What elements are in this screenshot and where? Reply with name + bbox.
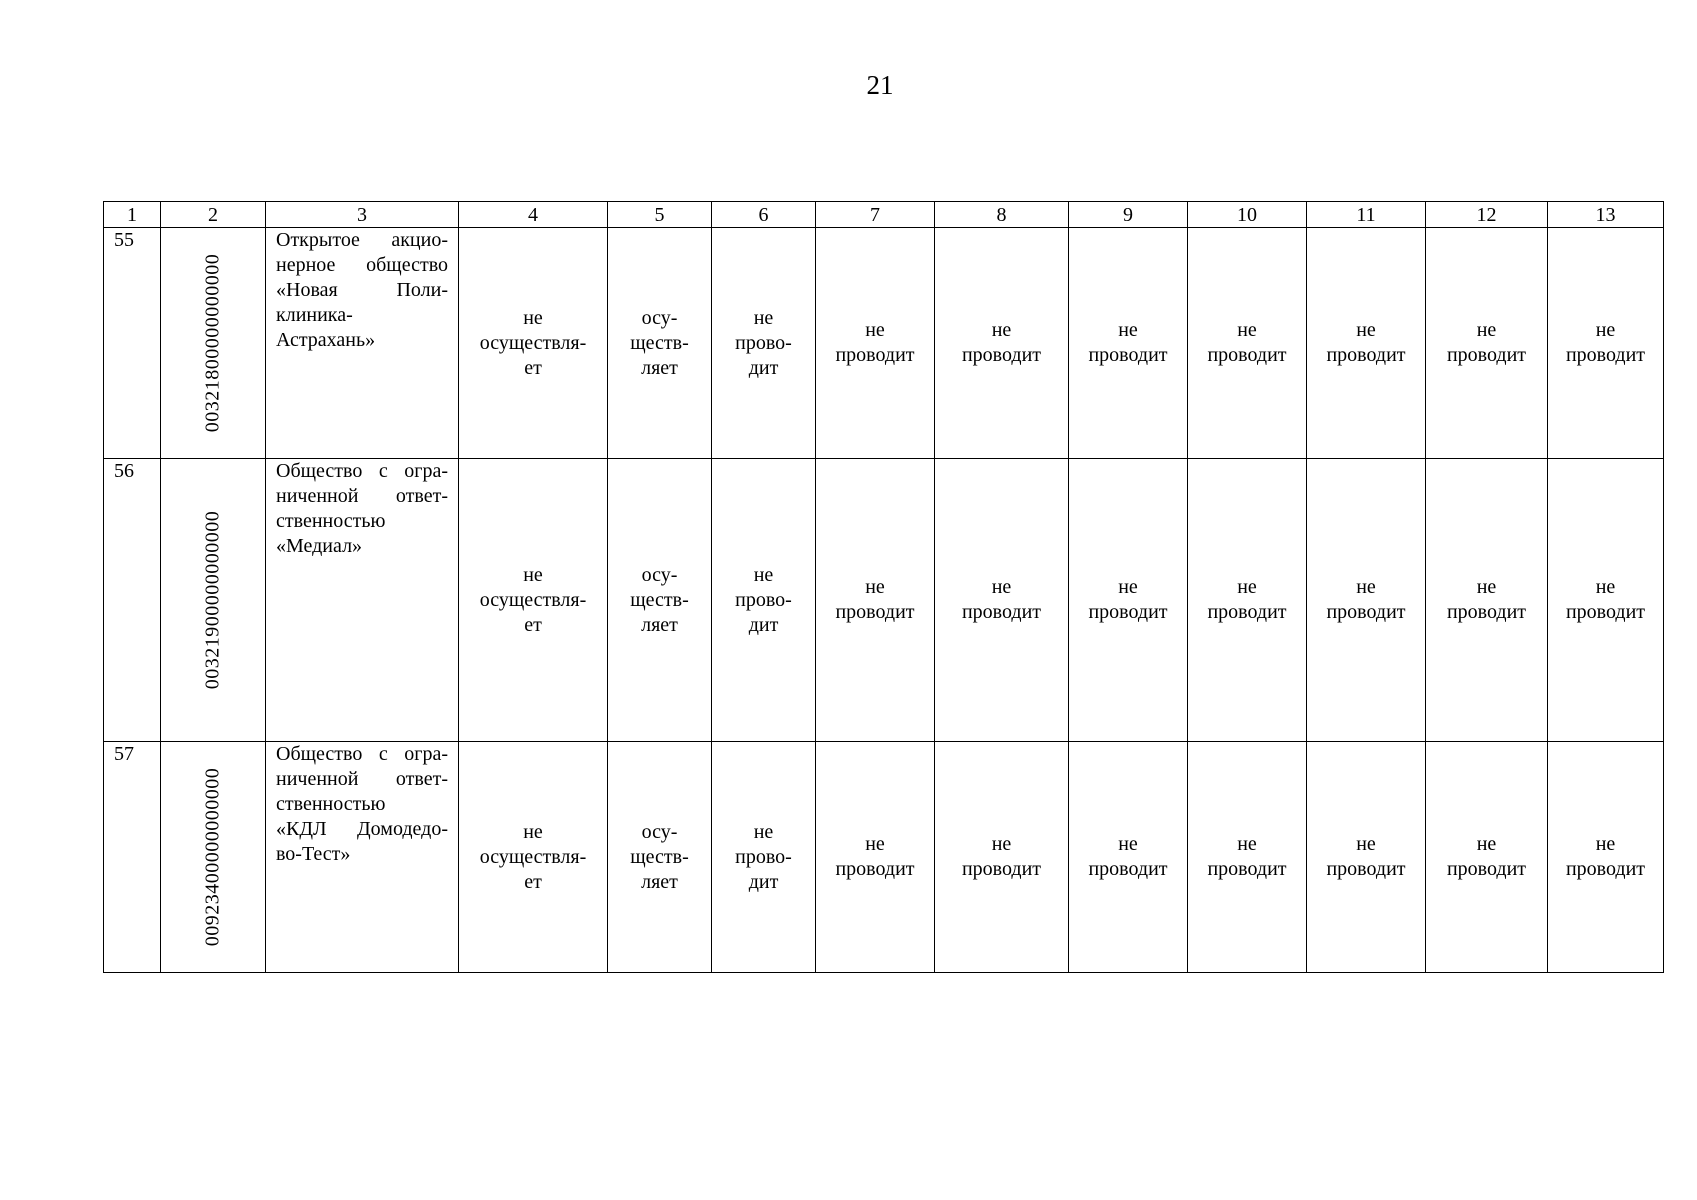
status-cell-col8 — [935, 228, 1069, 459]
column-header: 1 — [104, 202, 161, 228]
table-row — [104, 228, 1664, 459]
column-header: 6 — [712, 202, 816, 228]
status-text-line: проводит — [1446, 344, 1527, 366]
status-cell-col4 — [459, 742, 608, 973]
status-text-line: ществ- — [630, 845, 689, 868]
status-text-line: осу- — [641, 306, 678, 329]
organization-name-line: клиника- — [276, 304, 353, 326]
status-text-line: не — [865, 833, 885, 855]
column-header: 4 — [459, 202, 608, 228]
status-text-line: проводит — [1207, 601, 1287, 623]
status-text-line: не — [523, 306, 543, 329]
status-cell-col11 — [1307, 459, 1426, 742]
column-header: 11 — [1307, 202, 1426, 228]
status-text-line: проводит — [1446, 601, 1527, 623]
status-text-line: проводит — [1088, 858, 1168, 880]
status-cell-col13 — [1548, 228, 1664, 459]
status-text-line: ет — [524, 356, 542, 379]
status-cell-col8 — [935, 742, 1069, 973]
status-text-line: ляет — [641, 870, 678, 893]
column-header: 9 — [1069, 202, 1188, 228]
status-text-line: не — [1237, 319, 1257, 341]
status-text-line: осуществля- — [479, 845, 587, 868]
status-text-line: не — [991, 576, 1012, 598]
status-cell-col7 — [816, 228, 935, 459]
column-header: 7 — [816, 202, 935, 228]
organization-name — [266, 459, 459, 742]
registry-code: 00321900000000000 — [201, 510, 224, 690]
status-text-line: не — [1595, 576, 1616, 598]
column-header: 13 — [1548, 202, 1664, 228]
status-text-line: не — [753, 563, 774, 586]
status-cell-col12 — [1426, 742, 1548, 973]
status-cell-col7 — [816, 459, 935, 742]
status-text-line: ществ- — [630, 588, 689, 611]
registry-code-cell — [161, 459, 266, 742]
page-number: 21 — [866, 70, 894, 100]
status-cell-col8 — [935, 459, 1069, 742]
status-cell-col7 — [816, 742, 935, 973]
status-cell-col6 — [712, 742, 816, 973]
status-text-line: не — [1356, 319, 1376, 341]
status-text-line: проводит — [961, 858, 1042, 880]
status-text-line: не — [1118, 576, 1138, 598]
status-text-line: не — [1595, 833, 1616, 855]
registry-table — [103, 201, 1664, 973]
organization-name — [266, 228, 459, 459]
status-text-line: проводит — [1088, 344, 1168, 366]
row-number: 57 — [104, 742, 161, 973]
status-text-line: не — [523, 563, 543, 586]
status-text-line: проводит — [1207, 344, 1287, 366]
status-text-line: прово- — [735, 588, 792, 611]
status-cell-col11 — [1307, 742, 1426, 973]
status-text-line: не — [991, 319, 1012, 341]
organization-name — [266, 742, 459, 973]
status-text-line: ет — [524, 870, 542, 893]
column-header: 10 — [1188, 202, 1307, 228]
status-text-line: не — [1476, 319, 1497, 341]
organization-name-line: ственностью — [276, 793, 386, 815]
status-cell-col6 — [712, 459, 816, 742]
status-text-line: проводит — [1326, 344, 1406, 366]
status-cell-col9 — [1069, 742, 1188, 973]
status-text-line: не — [1356, 833, 1376, 855]
organization-name-line: Общество с огра- — [276, 743, 448, 765]
status-cell-col6 — [712, 228, 816, 459]
status-text-line: проводит — [1207, 858, 1287, 880]
status-text-line: проводит — [1446, 858, 1527, 880]
status-text-line: проводит — [1565, 601, 1646, 623]
status-cell-col12 — [1426, 228, 1548, 459]
organization-name-line: «Новая Поли- — [276, 279, 448, 301]
status-cell-col10 — [1188, 742, 1307, 973]
status-cell-col9 — [1069, 228, 1188, 459]
column-number-row — [104, 202, 1664, 228]
status-cell-col5 — [608, 459, 712, 742]
status-text-line: ет — [524, 613, 542, 636]
registry-code-cell — [161, 742, 266, 973]
status-text-line: ляет — [641, 613, 678, 636]
status-text-line: не — [753, 306, 774, 329]
status-cell-col9 — [1069, 459, 1188, 742]
status-text-line: ляет — [641, 356, 678, 379]
status-text-line: осу- — [641, 563, 678, 586]
status-cell-col13 — [1548, 742, 1664, 973]
status-text-line: проводит — [1565, 344, 1646, 366]
status-text-line: ществ- — [630, 331, 689, 354]
column-header: 3 — [266, 202, 459, 228]
status-cell-col11 — [1307, 228, 1426, 459]
status-text-line: не — [865, 576, 885, 598]
organization-name-line: во-Тест» — [276, 843, 351, 865]
organization-name-line: Астрахань» — [276, 329, 376, 351]
status-text-line: осуществля- — [479, 331, 587, 354]
status-text-line: не — [753, 820, 774, 843]
organization-name-line: «Медиал» — [276, 535, 363, 557]
column-header: 12 — [1426, 202, 1548, 228]
status-text-line: не — [1595, 319, 1616, 341]
status-text-line: проводит — [961, 601, 1042, 623]
column-header: 2 — [161, 202, 266, 228]
status-text-line: не — [1356, 576, 1376, 598]
registry-code: 00321800000000000 — [201, 253, 224, 433]
status-cell-col5 — [608, 742, 712, 973]
status-cell-col12 — [1426, 459, 1548, 742]
status-text-line: не — [1476, 576, 1497, 598]
column-header: 5 — [608, 202, 712, 228]
organization-name-line: Открытое акцио- — [276, 229, 448, 251]
organization-name-line: нерное общество — [276, 254, 448, 276]
status-text-line: проводит — [961, 344, 1042, 366]
status-text-line: осу- — [641, 820, 678, 843]
status-text-line: прово- — [735, 331, 792, 354]
organization-name-line: ственностью — [276, 510, 386, 532]
status-cell-col4 — [459, 228, 608, 459]
status-text-line: проводит — [1088, 601, 1168, 623]
status-text-line: проводит — [1326, 858, 1406, 880]
status-text-line: проводит — [835, 601, 915, 623]
organization-name-line: ниченной ответ- — [276, 485, 448, 507]
table-row — [104, 459, 1664, 742]
row-number: 55 — [104, 228, 161, 459]
status-text-line: не — [1237, 833, 1257, 855]
column-header: 8 — [935, 202, 1069, 228]
table-row — [104, 742, 1664, 973]
status-text-line: не — [865, 319, 885, 341]
registry-code-cell — [161, 228, 266, 459]
status-text-line: не — [1476, 833, 1497, 855]
status-text-line: проводит — [1565, 858, 1646, 880]
status-text-line: не — [1118, 833, 1138, 855]
status-text-line: не — [523, 820, 543, 843]
organization-name-line: ниченной ответ- — [276, 768, 448, 790]
status-text-line: не — [991, 833, 1012, 855]
status-text-line: дит — [748, 870, 779, 893]
status-text-line: осуществля- — [479, 588, 587, 611]
status-text-line: проводит — [835, 344, 915, 366]
status-cell-col10 — [1188, 459, 1307, 742]
row-number: 56 — [104, 459, 161, 742]
organization-name-line: Общество с огра- — [276, 460, 448, 482]
status-text-line: прово- — [735, 845, 792, 868]
status-text-line: проводит — [835, 858, 915, 880]
organization-name-line: «КДЛ Домодедо- — [276, 818, 448, 840]
status-cell-col10 — [1188, 228, 1307, 459]
table-body — [104, 228, 1664, 973]
status-cell-col5 — [608, 228, 712, 459]
status-text-line: дит — [748, 356, 779, 379]
status-cell-col13 — [1548, 459, 1664, 742]
status-text-line: не — [1237, 576, 1257, 598]
status-cell-col4 — [459, 459, 608, 742]
status-text-line: дит — [748, 613, 779, 636]
status-text-line: не — [1118, 319, 1138, 341]
status-text-line: проводит — [1326, 601, 1406, 623]
registry-code: 00923400000000000 — [201, 767, 224, 947]
